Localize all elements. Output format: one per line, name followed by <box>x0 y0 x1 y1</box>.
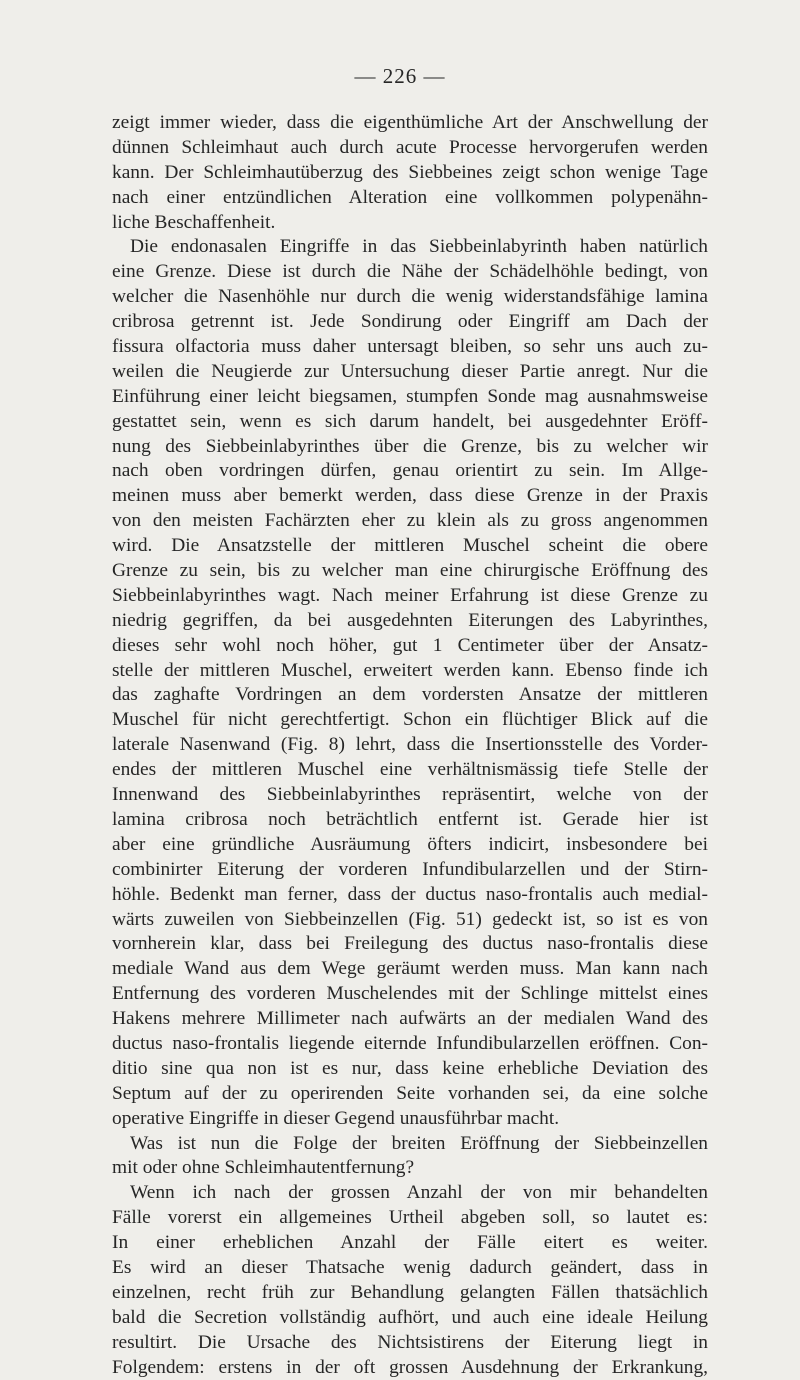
text-line: Folgendem: erstens in der oft grossen Ausdehnung der Erkrankung, <box>112 1356 708 1378</box>
text-line: cribrosa getrennt ist. Jede Sondirung oder Eingriff am Dach der <box>112 311 708 333</box>
text-line: Grenze zu sein, bis zu welcher man eine chirurgische Eröffnung des <box>112 560 708 582</box>
text-line: Einführung einer leicht biegsamen, stumpfen Sonde mag ausnahmsweise <box>112 385 708 407</box>
text-line: Was ist nun die Folge der breiten Eröffnung der Siebbeinzellen <box>130 1132 708 1154</box>
body-text <box>112 111 708 1380</box>
text-line: Die endonasalen Eingriffe in das Siebbeinlabyrinth haben natürlich <box>130 236 708 258</box>
text-line: operative Eingriffe in dieser Gegend unausführbar macht. <box>112 1107 560 1129</box>
text-line: niedrig gegriffen, da bei ausgedehnten Eiterungen des Labyrinthes, <box>112 609 708 631</box>
text-line: mit oder ohne Schleimhautentfernung? <box>112 1157 415 1179</box>
text-line: nach einer entzündlichen Alteration eine vollkommen polypenähn- <box>112 186 708 208</box>
text-line: fissura olfactoria muss daher untersagt bleiben, so sehr uns auch zu- <box>112 336 708 358</box>
text-line: Entfernung des vorderen Muschelendes mit der Schlinge mittelst eines <box>112 983 708 1005</box>
text-line: kann. Der Schleimhautüberzug des Siebbeines zeigt schon wenige Tage <box>112 161 708 183</box>
text-line: mediale Wand aus dem Wege geräumt werden muss. Man kann nach <box>112 958 708 980</box>
page-number: — 226 — <box>354 64 446 88</box>
text-line: combinirter Eiterung der vorderen Infundibularzellen und der Stirn- <box>112 858 708 880</box>
text-line: höhle. Bedenkt man ferner, dass der ductus naso-frontalis auch medial- <box>112 883 708 905</box>
text-line: endes der mittleren Muschel eine verhältnismässig tiefe Stelle der <box>112 759 708 781</box>
text-line: bald die Secretion vollständig aufhört, und auch eine ideale Heilung <box>112 1306 708 1328</box>
text-line: eine Grenze. Diese ist durch die Nähe der Schädelhöhle bedingt, von <box>112 261 708 283</box>
text-line: laterale Nasenwand (Fig. 8) lehrt, dass die Insertionsstelle des Vorder- <box>112 734 708 756</box>
text-line: einzelnen, recht früh zur Behandlung gelangten Fällen thatsächlich <box>112 1281 708 1303</box>
text-line: nung des Siebbeinlabyrinthes über die Grenze, bis zu welcher wir <box>112 435 708 457</box>
paragraph <box>112 235 708 1131</box>
text-line: gestattet sein, wenn es sich darum handelt, bei ausgedehnter Eröff- <box>112 410 708 432</box>
text-line: ductus naso-frontalis liegende eiternde Infundibularzellen eröffnen. Con- <box>112 1032 708 1054</box>
text-line: welcher die Nasenhöhle nur durch die wenig widerstandsfähige lamina <box>112 286 708 308</box>
text-line: dünnen Schleimhaut auch durch acute Processe hervorgerufen werden <box>112 136 708 158</box>
text-line: Septum auf der zu operirenden Seite vorhanden sei, da eine solche <box>112 1082 708 1104</box>
text-line: lamina cribrosa noch beträchtlich entfernt ist. Gerade hier ist <box>112 808 708 830</box>
paragraph <box>112 1132 708 1182</box>
text-line: Wenn ich nach der grossen Anzahl der von mir behandelten <box>130 1182 708 1204</box>
text-line: Fälle vorerst ein allgemeines Urtheil abgeben soll, so lautet es: <box>112 1207 708 1229</box>
text-line: Es wird an dieser Thatsache wenig dadurch geändert, dass in <box>112 1256 708 1278</box>
text-line: Innenwand des Siebbeinlabyrinthes repräsentirt, welche von der <box>112 784 708 806</box>
text-line: weilen die Neugierde zur Untersuchung dieser Partie anregt. Nur die <box>112 360 708 382</box>
paragraph <box>112 111 708 235</box>
text-line: vornherein klar, dass bei Freilegung des ductus naso-frontalis diese <box>112 933 708 955</box>
text-line: wird. Die Ansatzstelle der mittleren Muschel scheint die obere <box>112 535 708 557</box>
text-line: aber eine gründliche Ausräumung öfters indicirt, insbesondere bei <box>112 833 708 855</box>
text-line: das zaghafte Vordringen an dem vordersten Ansatze der mittleren <box>112 684 708 706</box>
text-line: meinen muss aber bemerkt werden, dass diese Grenze in der Praxis <box>112 485 708 507</box>
text-line: dieses sehr wohl noch höher, gut 1 Centimeter über der Ansatz- <box>112 634 708 656</box>
text-line: In einer erheblichen Anzahl der Fälle eitert es weiter. <box>112 1232 708 1254</box>
text-line: stelle der mittleren Muschel, erweitert werden kann. Ebenso finde ich <box>112 659 708 681</box>
text-line: zeigt immer wieder, dass die eigenthümliche Art der Anschwellung der <box>112 112 708 133</box>
paragraph <box>112 1181 708 1380</box>
text-line: Muschel für nicht gerechtfertigt. Schon ein flüchtiger Blick auf die <box>112 709 708 731</box>
text-line: wärts zuweilen von Siebbeinzellen (Fig. 51) gedeckt ist, so ist es von <box>112 908 708 930</box>
text-line: ditio sine qua non ist es nur, dass keine erhebliche Deviation des <box>112 1057 708 1079</box>
text-line: liche Beschaffenheit. <box>112 211 276 233</box>
text-line: resultirt. Die Ursache des Nichtsistirens der Eiterung liegt in <box>112 1331 708 1353</box>
text-line: von den meisten Fachärzten eher zu klein als zu gross angenommen <box>112 510 708 532</box>
text-line: Hakens mehrere Millimeter nach aufwärts an der medialen Wand des <box>112 1008 708 1030</box>
text-line: nach oben vordringen dürfen, genau orientirt zu sein. Im Allge- <box>112 460 708 482</box>
text-line: Siebbeinlabyrinthes wagt. Nach meiner Erfahrung ist diese Grenze zu <box>112 584 708 606</box>
